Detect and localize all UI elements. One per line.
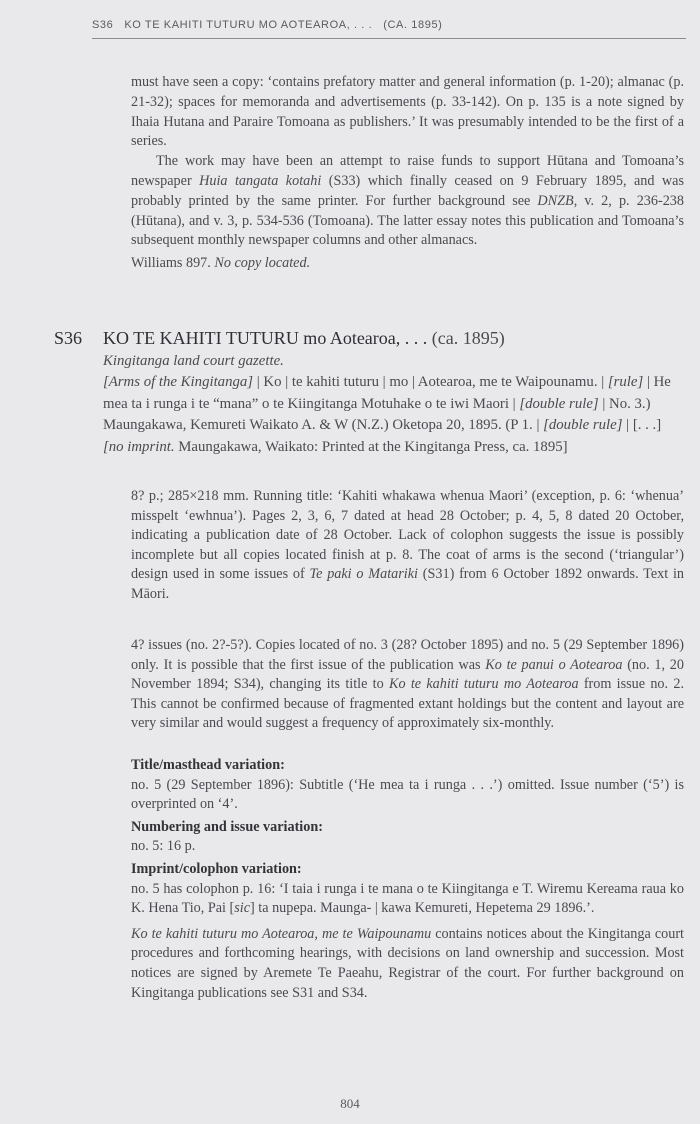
- entry-heading: [103, 328, 505, 349]
- imprint-variation-text: no. 5 has colophon p. 16: ‘I taia i runga i te mana o te Kiingitanga e T. Wiremu Kereama raua ko K. Hena Tio, Pai [sic] ta nupepa. Maunga- | kawa Kemureti, Hepetema 29 1896.’.: [131, 880, 684, 917]
- title-variation-text: no. 5 (29 September 1896): Subtitle (‘He mea ta i runga . . .’) omitted. Issue number (‘5’) is overprinted on ‘4’.: [131, 776, 684, 813]
- physical-description: [131, 487, 684, 605]
- imprint-variation-heading: Imprint/colophon variation:: [131, 860, 302, 877]
- variations-section: [131, 756, 684, 1003]
- imprint-note: [no imprint. Maungakawa, Waikato: Printed at the Kingitanga Press, ca. 1895]: [103, 438, 568, 455]
- issues-note: [131, 636, 684, 734]
- prev-paragraph-2: The work may have been an attempt to raise funds to support Hūtana and Tomoana’s newspaper Huia tangata kotahi (S33) which finally ceased on 9 February 1895, and was probably printed by the same printer. For further background see DNZB, v. 2, p. 236-238 (Hūtana), and v. 3, p. 534-536 (Tomoana). The latter essay notes this publication and Tomoana’s subsequent monthly newspaper columns and other almanacs.: [131, 153, 684, 249]
- entry-number: S36: [54, 328, 83, 348]
- title-variation-heading: Title/masthead variation:: [131, 757, 285, 773]
- entry-date: (ca. 1895): [431, 328, 505, 348]
- header-rule: [92, 38, 686, 39]
- page-number: 804: [340, 1096, 360, 1111]
- prev-references: Williams 897. No copy located.: [131, 255, 311, 272]
- numbering-variation-heading: Numbering and issue variation:: [131, 818, 323, 835]
- title-transcription: [103, 351, 683, 458]
- prev-paragraph-1: must have seen a copy: ‘contains prefatory matter and general information (p. 1-20); almanac (p. 21-32); spaces for memoranda and advertisements (p. 33-142). On p. 135 is a note signed by Ihaia Hutana and Paraire Tomoana as publishers.’ It was presumably intended to be the first of a series.: [131, 74, 684, 150]
- issues-paragraph: 4? issues (no. 2?-5?). Copies located of no. 3 (28? October 1895) and no. 5 (29 September 1896) only. It is possible that the first issue of the publication was Ko te panui o Aotearoa (no. 1, 20 November 1894; S34), changing its title to Ko te kahiti tuturu mo Aotearoa from issue no. 2. This cannot be confirmed because of fragmented extant holdings but the content and layout are very similar and would suggest a frequency of approximately six-monthly.: [131, 637, 684, 732]
- entry-title: KO TE KAHITI TUTURU mo Aotearoa, . . .: [103, 328, 428, 348]
- transcription-text: [Arms of the Kingitanga] | Ko | te kahiti tuturu | mo | Aotearoa, me te Waipounamu. | [rule] | He mea ta i runga i te “mana” o te Kiingitanga Motuhake o te iwi Maori | [double rule] | No. 3.) Maungakawa, Kemureti Waikato A. & W (N.Z.) Oketopa 20, 1895. (P 1. | [double rule] | [. . .]: [103, 374, 671, 434]
- entry-subtitle: Kingitanga land court gazette.: [103, 353, 284, 369]
- content-note: Ko te kahiti tuturu mo Aotearoa, me te Waipounamu contains notices about the Kingitanga court procedures and forthcoming hearings, with decisions on land ownership and succession. Most notices are signed by Aremete Te Paeahu, Registrar of the court. For further background on Kingitanga publications see S31 and S34.: [131, 925, 684, 1001]
- previous-entry-continuation: [131, 73, 684, 274]
- newspaper-title: Huia tangata kotahi: [199, 172, 322, 189]
- dnzb-ref: DNZB: [537, 192, 574, 209]
- no-copy-note: No copy located.: [214, 255, 311, 272]
- running-head: S36 KO TE KAHITI TUTURU MO AOTEAROA, . . . (CA. 1895): [92, 19, 443, 31]
- description-paragraph: 8? p.; 285×218 mm. Running title: ‘Kahiti whakawa whenua Maori’ (exception, p. 6: ‘whenua’ misspelt ‘ewhnua’). Pages 2, 3, 6, 7 dated at head 28 October; p. 4, 5, 8 dated 20 October, indicating a publication date of 28 October. Lack of colophon suggests the issue is possibly incomplete but all copies located finish at p. 8. The coat of arms is the second (‘triangular’) design used in some issues of Te paki o Matariki (S31) from 6 October 1892 onwards. Text in Māori.: [131, 488, 684, 602]
- numbering-variation-text: no. 5: 16 p.: [131, 838, 196, 855]
